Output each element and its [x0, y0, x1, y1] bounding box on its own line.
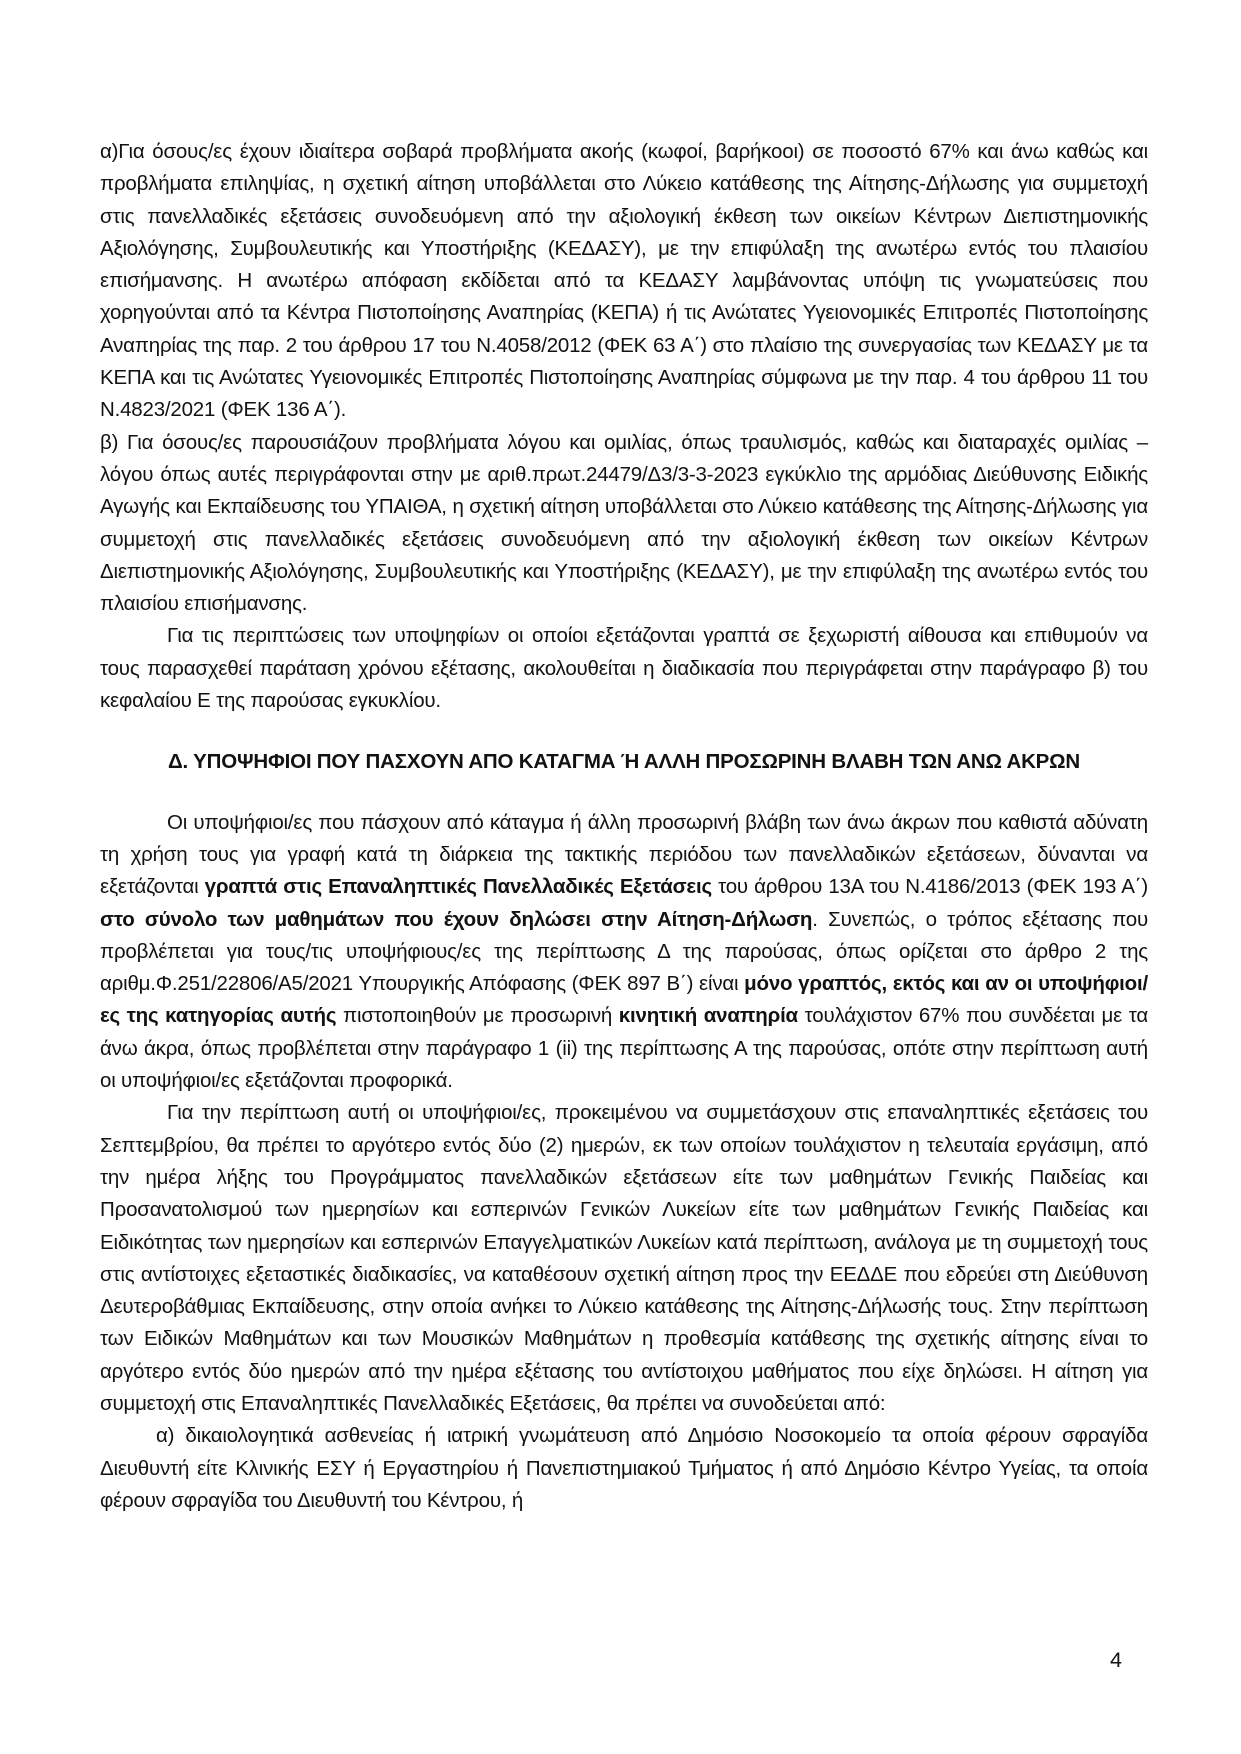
section-heading-d: Δ. ΥΠΟΨΗΦΙΟΙ ΠΟΥ ΠΑΣΧΟΥΝ ΑΠΟ ΚΑΤΑΓΜΑ Ή ΑΛΛΗ ΠΡΟΣΩΡΙΝΗ ΒΛΑΒΗ ΤΩΝ ΑΝΩ ΑΚΡΩΝ — [167, 750, 1080, 774]
paragraph-d1-fracture-candidates — [100, 807, 1148, 1098]
text-run: τουλάχιστον 67% που συνδέεται με τα άνω άκρα, όπως προβλέπεται στην παράγραφο 1 (ii) της περίπτωσης Α της παρούσας, οπότε στην περίπτωση αυτή οι υποψήφιοι/ες εξετάζονται προφορικά. — [100, 1004, 1148, 1093]
text-run-bold: γραπτά στις Επαναληπτικές Πανελλαδικές Εξετάσεις — [204, 875, 712, 899]
page-number: 4 — [1110, 1648, 1122, 1672]
page-content — [100, 136, 1148, 1517]
text-run: . Συνεπώς, ο τρόπος εξέτασης που προβλέπεται για τους/τις υποψήφιους/ες της περίπτωσης Δ της παρούσας, όπως ορίζεται στο άρθρο 2 της αριθμ.Φ.251/22806/Α5/2021 Υπουργικής Απόφασης (ΦΕΚ 897 Β΄) είναι — [100, 907, 1148, 996]
paragraph-a-hearing-problems: α)Για όσους/ες έχουν ιδιαίτερα σοβαρά προβλήματα ακοής (κωφοί, βαρήκοοι) σε ποσοστό 67% και άνω καθώς και προβλήματα επιληψίας, η σχετική αίτηση υποβάλλεται στο Λύκειο κατάθεσης της Αίτησης-Δήλωσης για συμμετοχή στις πανελλαδικές εξετάσεις συνοδευόμενη από την αξιολογική έκθεση των οικείων Κέντρων Διεπιστημονικής Αξιολόγησης, Συμβουλευτικής και Υποστήριξης (ΚΕΔΑΣΥ), με την επιφύλαξη της ανωτέρω εντός του πλαισίου επισήμανσης. Η ανωτέρω απόφαση εκδίδεται από τα ΚΕΔΑΣΥ λαμβάνοντας υπόψη τις γνωματεύσεις που χορηγούνται από τα Κέντρα Πιστοποίησης Αναπηρίας (ΚΕΠΑ) ή τις Ανώτατες Υγειονομικές Επιτροπές Πιστοποίησης Αναπηρίας της παρ. 2 του άρθρου 17 του Ν.4058/2012 (ΦΕΚ 63 Α΄) στο πλαίσιο της συνεργασίας των ΚΕΔΑΣΥ με τα ΚΕΠΑ και τις Ανώτατες Υγειονομικές Επιτροπές Πιστοποίησης Αναπηρίας σύμφωνα με την παρ. 4 του άρθρου 11 του Ν.4823/2021 (ΦΕΚ 136 Α΄). — [100, 140, 1148, 422]
text-run: πιστοποιηθούν με προσωρινή — [336, 1004, 619, 1028]
text-run: του άρθρου 13Α του Ν.4186/2013 (ΦΕΚ 193 Α΄) — [711, 875, 1148, 899]
text-run: Οι υποψήφιοι/ες που πάσχουν από κάταγμα ή άλλη προσωρινή βλάβη των άνω άκρων που καθιστά αδύνατη τη χρήση τους για γραφή κατά τη διάρκεια της τακτικής περιόδου των πανελλαδικών εξετάσεων, δύνανται να εξετάζονται — [100, 810, 1148, 899]
text-run-bold: κινητική αναπηρία — [618, 1004, 798, 1028]
paragraph-c-separate-room: Για τις περιπτώσεις των υποψηφίων οι οποίοι εξετάζονται γραπτά σε ξεχωριστή αίθουσα και επιθυμούν να τους παρασχεθεί παράταση χρόνου εξέτασης, ακολουθείται η διαδικασία που περιγράφεται στην παράγραφο β) του κεφαλαίου Ε της παρούσας εγκυκλίου. — [100, 624, 1148, 713]
paragraph-d3-supporting-documents: α) δικαιολογητικά ασθενείας ή ιατρική γνωμάτευση από Δημόσιο Νοσοκομείο τα οποία φέρουν σφραγίδα Διευθυντή είτε Κλινικής ΕΣΥ ή Εργαστηρίου ή Πανεπιστημιακού Τμήματος ή από Δημόσιο Κέντρο Υγείας, τα οποία φέρουν σφραγίδα του Διευθυντή του Κέντρου, ή — [100, 1424, 1148, 1512]
paragraph-b-speech-problems: β) Για όσους/ες παρουσιάζουν προβλήματα λόγου και ομιλίας, όπως τραυλισμός, καθώς και διαταραχές ομιλίας – λόγου όπως αυτές περιγράφονται στην με αριθ.πρωτ.24479/Δ3/3-3-2023 εγκύκλιο της αρμόδιας Διεύθυνσης Ειδικής Αγωγής και Εκπαίδευσης του ΥΠΑΙΘΑ, η σχετική αίτηση υποβάλλεται στο Λύκειο κατάθεσης της Αίτησης-Δήλωσης για συμμετοχή στις πανελλαδικές εξετάσεις συνοδευόμενη από την αξιολογική έκθεση των οικείων Κέντρων Διεπιστημονικής Αξιολόγησης, Συμβουλευτικής και Υποστήριξης (ΚΕΔΑΣΥ), με την επιφύλαξη της ανωτέρω εντός του πλαισίου επισήμανσης. — [100, 430, 1148, 616]
text-run-bold: στο σύνολο των μαθημάτων που έχουν δηλώσει στην Αίτηση-Δήλωση — [100, 907, 813, 931]
text-run-bold: μόνο γραπτός, εκτός και αν οι υποψήφιοι/ες της κατηγορίας αυτής — [100, 972, 1148, 1028]
paragraph-d2-application-deadline: Για την περίπτωση αυτή οι υποψήφιοι/ες, προκειμένου να συμμετάσχουν στις επαναληπτικές εξετάσεις του Σεπτεμβρίου, θα πρέπει το αργότερο εντός δύο (2) ημερών, εκ των οποίων τουλάχιστον η τελευταία εργάσιμη, από την ημέρα λήξης του Προγράμματος πανελλαδικών εξετάσεων είτε των μαθημάτων Γενικής Παιδείας και Προσανατολισμού των ημερησίων και εσπερινών Γενικών Λυκείων είτε των μαθημάτων Γενικής Παιδείας και Ειδικότητας των ημερησίων και εσπερινών Επαγγελματικών Λυκείων κατά περίπτωση, ανάλογα με τη συμμετοχή τους στις αντίστοιχες εξεταστικές διαδικασίες, να καταθέσουν σχετική αίτηση προς την ΕΕΔΔΕ που εδρεύει στη Διεύθυνση Δευτεροβάθμιας Εκπαίδευσης, στην οποία ανήκει το Λύκειο κατάθεσης της Αίτησης-Δήλωσής τους. Στην περίπτωση των Ειδικών Μαθημάτων και των Μουσικών Μαθημάτων η προθεσμία κατάθεσης της σχετικής αίτησης είναι το αργότερο εντός δύο ημερών από την ημέρα εξέτασης του αντίστοιχου μαθήματος που είχε δηλώσει. Η αίτηση για συμμετοχή στις Επαναληπτικές Πανελλαδικές Εξετάσεις, θα πρέπει να συνοδεύεται από: — [100, 1101, 1148, 1415]
